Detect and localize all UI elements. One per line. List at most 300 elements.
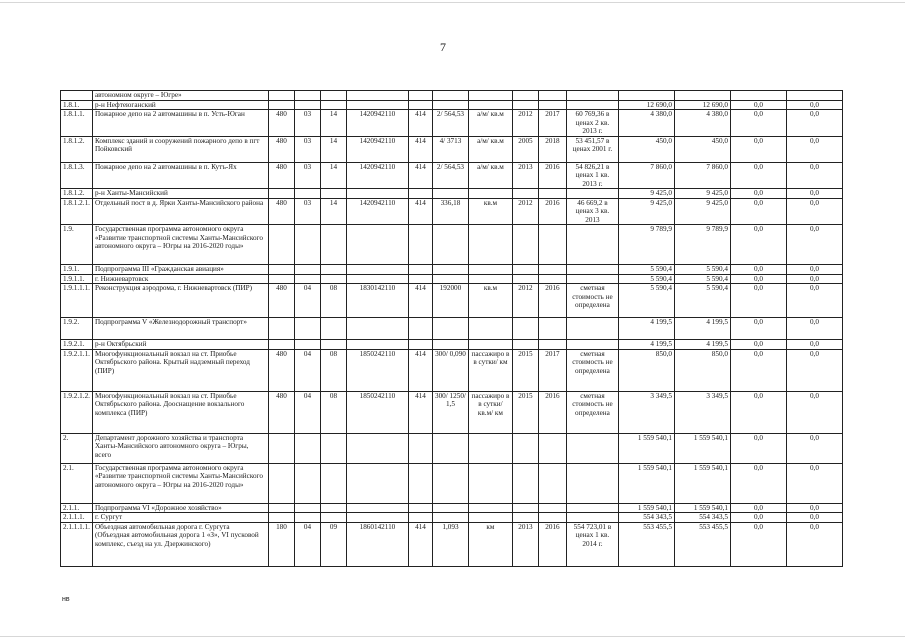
cell-d — [346, 91, 408, 101]
cell-f — [432, 225, 468, 265]
cell-y1 — [512, 318, 538, 340]
cell-f: 2/ 564,53 — [432, 162, 468, 189]
cell-y2: 2016 — [538, 391, 566, 433]
cell-d — [346, 274, 408, 284]
cell-code: 1.9.2.1.2. — [61, 391, 93, 433]
cell-y2: 2017 — [538, 349, 566, 391]
cell-code: 1.9.2. — [61, 318, 93, 340]
cell-a: 180 — [268, 522, 294, 566]
cell-e — [408, 274, 432, 284]
table-row — [61, 91, 843, 101]
cell-d — [346, 513, 408, 523]
cell-d — [346, 433, 408, 463]
cell-c: 14 — [320, 162, 346, 189]
cell-v2: 4 199,5 — [674, 340, 730, 350]
cell-v3 — [730, 91, 786, 101]
cell-d: 1850242110 — [346, 391, 408, 433]
cell-f — [432, 274, 468, 284]
cell-name: Многофункциональный вокзал на ст. Приобье Октябрьского района. Крытый надземный переход (ПИР) — [92, 349, 268, 391]
cell-d: 1420942110 — [346, 136, 408, 162]
cell-e — [408, 513, 432, 523]
cell-name: Государственная программа автономного округа «Развитие транспортной системы Ханты-Мансийского автономного округа – Югры на 2016-2020 годы» — [92, 463, 268, 503]
cell-y2 — [538, 225, 566, 265]
cell-name: Подпрограмма V «Железнодорожный транспорт» — [92, 318, 268, 340]
cell-c: 14 — [320, 136, 346, 162]
cell-v1: 3 349,5 — [618, 391, 674, 433]
cell-d — [346, 225, 408, 265]
cell-c — [320, 225, 346, 265]
cell-f: 1,093 — [432, 522, 468, 566]
cell-v2: 450,0 — [674, 136, 730, 162]
cell-a — [268, 513, 294, 523]
cell-a — [268, 274, 294, 284]
cell-v1: 9 425,0 — [618, 198, 674, 225]
cell-g: кв.м — [468, 198, 512, 225]
cell-y1 — [512, 265, 538, 275]
cell-v1: 4 199,5 — [618, 340, 674, 350]
cell-cost — [566, 100, 618, 110]
cell-code: 1.9.1.1. — [61, 274, 93, 284]
cell-y1: 2012 — [512, 198, 538, 225]
cell-a: 480 — [268, 284, 294, 318]
cell-v4: 0,0 — [786, 522, 842, 566]
cell-code: 2.1. — [61, 463, 93, 503]
cell-f — [432, 318, 468, 340]
cell-g — [468, 513, 512, 523]
cell-name: Пожарное депо на 2 автомашины в п. Кутъ-Ях — [92, 162, 268, 189]
cell-v4: 0,0 — [786, 198, 842, 225]
table-row — [61, 225, 843, 265]
cell-cost — [566, 91, 618, 101]
cell-code: 1.9.1. — [61, 265, 93, 275]
cell-y2: 2018 — [538, 136, 566, 162]
cell-code: 1.9.2.1. — [61, 340, 93, 350]
cell-e: 414 — [408, 391, 432, 433]
cell-v2: 850,0 — [674, 349, 730, 391]
cell-v2: 5 590,4 — [674, 284, 730, 318]
cell-b: 04 — [294, 522, 320, 566]
cell-y2: 2016 — [538, 522, 566, 566]
cell-cost: сметная стоимость не определена — [566, 284, 618, 318]
cell-v3: 0,0 — [730, 136, 786, 162]
cell-v3: 0,0 — [730, 391, 786, 433]
cell-v2: 3 349,5 — [674, 391, 730, 433]
cell-e: 414 — [408, 110, 432, 137]
cell-y2 — [538, 340, 566, 350]
cell-d — [346, 265, 408, 275]
cell-y2 — [538, 433, 566, 463]
cell-v1: 5 590,4 — [618, 284, 674, 318]
cell-code: 1.9.1.1.1. — [61, 284, 93, 318]
cell-y1 — [512, 513, 538, 523]
cell-v4: 0,0 — [786, 189, 842, 199]
cell-d: 1860142110 — [346, 522, 408, 566]
cell-f — [432, 503, 468, 513]
cell-v2: 1 559 540,1 — [674, 463, 730, 503]
cell-cost — [566, 340, 618, 350]
cell-e: 414 — [408, 136, 432, 162]
table-row — [61, 463, 843, 503]
cell-g: кв.м — [468, 284, 512, 318]
cell-y2 — [538, 265, 566, 275]
cell-v3: 0,0 — [730, 349, 786, 391]
table-row — [61, 162, 843, 189]
cell-v4: 0,0 — [786, 391, 842, 433]
cell-g — [468, 340, 512, 350]
cell-v2: 1 559 540,1 — [674, 503, 730, 513]
cell-code: 2.1.1. — [61, 503, 93, 513]
cell-v1: 4 380,0 — [618, 110, 674, 137]
cell-v1: 12 690,0 — [618, 100, 674, 110]
cell-name: Подпрограмма VI «Дорожное хозяйство» — [92, 503, 268, 513]
cell-v4: 0,0 — [786, 463, 842, 503]
cell-name: г. Сургут — [92, 513, 268, 523]
cell-v1: 4 199,5 — [618, 318, 674, 340]
cell-y2 — [538, 274, 566, 284]
scan-edge-bottom — [0, 636, 905, 637]
cell-d: 1850242110 — [346, 349, 408, 391]
cell-b — [294, 225, 320, 265]
cell-b — [294, 513, 320, 523]
cell-v3: 0,0 — [730, 265, 786, 275]
cell-f: 300/ 1250/ 1,5 — [432, 391, 468, 433]
cell-code: 1.9. — [61, 225, 93, 265]
cell-d — [346, 503, 408, 513]
cell-b — [294, 503, 320, 513]
cell-v3: 0,0 — [730, 274, 786, 284]
cell-v4: 0,0 — [786, 284, 842, 318]
cell-cost — [566, 503, 618, 513]
cell-b — [294, 274, 320, 284]
cell-v3: 0,0 — [730, 225, 786, 265]
cell-f — [432, 513, 468, 523]
cell-g: пассажиро в в сутки/ км — [468, 349, 512, 391]
table-row — [61, 340, 843, 350]
cell-y1 — [512, 91, 538, 101]
cell-v2: 12 690,0 — [674, 100, 730, 110]
cell-b — [294, 189, 320, 199]
cell-v3: 0,0 — [730, 189, 786, 199]
cell-c — [320, 513, 346, 523]
cell-b — [294, 340, 320, 350]
cell-code: 2.1.1.1. — [61, 513, 93, 523]
cell-g: пассажиро в в сутки/ кв.м/ км — [468, 391, 512, 433]
footer-note: нв — [62, 596, 70, 603]
cell-v2: 4 199,5 — [674, 318, 730, 340]
cell-code: 1.8.1. — [61, 100, 93, 110]
cell-a: 480 — [268, 162, 294, 189]
cell-cost — [566, 463, 618, 503]
cell-name: Объездная автомобильная дорога г. Сургута (Объездная автомобильная дорога 1 «З», VI пусковой комплекс, съезд на ул. Дзержинского) — [92, 522, 268, 566]
cell-name: Государственная программа автономного округа «Развитие транспортной системы Ханты-Мансийского автономного округа – Югры на 2016-2020 годы» — [92, 225, 268, 265]
cell-e: 414 — [408, 162, 432, 189]
cell-c — [320, 265, 346, 275]
cell-f — [432, 91, 468, 101]
cell-y1: 2012 — [512, 284, 538, 318]
cell-v3: 0,0 — [730, 110, 786, 137]
cell-g — [468, 189, 512, 199]
cell-cost — [566, 513, 618, 523]
table-row — [61, 391, 843, 433]
cell-e: 414 — [408, 198, 432, 225]
cell-a — [268, 340, 294, 350]
cell-name: р-н Ханты-Мансийский — [92, 189, 268, 199]
table-row — [61, 318, 843, 340]
cell-y1: 2012 — [512, 110, 538, 137]
table-row — [61, 284, 843, 318]
cell-v1: 554 343,5 — [618, 513, 674, 523]
cell-y1 — [512, 225, 538, 265]
cell-v4: 0,0 — [786, 162, 842, 189]
cell-d: 1420942110 — [346, 198, 408, 225]
cell-c — [320, 91, 346, 101]
cell-f — [432, 189, 468, 199]
cell-cost — [566, 189, 618, 199]
cell-y1 — [512, 274, 538, 284]
cell-y2 — [538, 189, 566, 199]
cell-g: а/м/ кв.м — [468, 110, 512, 137]
cell-y1: 2013 — [512, 522, 538, 566]
cell-c: 14 — [320, 110, 346, 137]
cell-v2: 5 590,4 — [674, 274, 730, 284]
table-row — [61, 265, 843, 275]
cell-v1: 9 789,9 — [618, 225, 674, 265]
cell-v4: 0,0 — [786, 100, 842, 110]
cell-code: 2. — [61, 433, 93, 463]
cell-a: 480 — [268, 349, 294, 391]
cell-g: а/м/ кв.м — [468, 162, 512, 189]
page-number: 7 — [440, 40, 446, 54]
table-row — [61, 198, 843, 225]
cell-v3: 0,0 — [730, 162, 786, 189]
cell-a: 480 — [268, 391, 294, 433]
cell-cost: 60 769,36 в ценах 2 кв. 2013 г. — [566, 110, 618, 137]
cell-a: 480 — [268, 110, 294, 137]
cell-cost: 53 451,57 в ценах 2001 г. — [566, 136, 618, 162]
cell-b — [294, 91, 320, 101]
cell-b: 03 — [294, 198, 320, 225]
cell-f: 300/ 0,090 — [432, 349, 468, 391]
cell-g — [468, 91, 512, 101]
cell-code: 2.1.1.1.1. — [61, 522, 93, 566]
cell-c: 14 — [320, 198, 346, 225]
cell-y1 — [512, 463, 538, 503]
cell-v4: 0,0 — [786, 513, 842, 523]
table-row — [61, 274, 843, 284]
cell-e — [408, 100, 432, 110]
cell-v3: 0,0 — [730, 318, 786, 340]
cell-v4: 0,0 — [786, 265, 842, 275]
cell-y1 — [512, 503, 538, 513]
cell-y1 — [512, 189, 538, 199]
cell-d: 1420942110 — [346, 110, 408, 137]
cell-e — [408, 340, 432, 350]
cell-d — [346, 340, 408, 350]
cell-a — [268, 91, 294, 101]
cell-c — [320, 318, 346, 340]
cell-d — [346, 318, 408, 340]
cell-g — [468, 100, 512, 110]
cell-v4 — [786, 91, 842, 101]
cell-g — [468, 433, 512, 463]
cell-e: 414 — [408, 284, 432, 318]
cell-v3: 0,0 — [730, 340, 786, 350]
cell-v4: 0,0 — [786, 503, 842, 513]
cell-v2: 9 789,9 — [674, 225, 730, 265]
budget-table — [60, 90, 843, 567]
cell-name: Отдельный пост в д. Ярки Ханты-Мансийского района — [92, 198, 268, 225]
cell-y2: 2016 — [538, 284, 566, 318]
cell-v3: 0,0 — [730, 100, 786, 110]
cell-e — [408, 225, 432, 265]
cell-cost — [566, 225, 618, 265]
cell-f — [432, 340, 468, 350]
cell-g — [468, 265, 512, 275]
cell-b — [294, 433, 320, 463]
cell-b: 03 — [294, 110, 320, 137]
table-row — [61, 503, 843, 513]
cell-f — [432, 433, 468, 463]
cell-c — [320, 189, 346, 199]
table-row — [61, 189, 843, 199]
table-row — [61, 522, 843, 566]
cell-b: 03 — [294, 162, 320, 189]
cell-g: а/м/ кв.м — [468, 136, 512, 162]
cell-e: 414 — [408, 349, 432, 391]
cell-name: Департамент дорожного хозяйства и транспорта Ханты-Мансийского автономного округа – Югры, всего — [92, 433, 268, 463]
cell-v3: 0,0 — [730, 284, 786, 318]
cell-b: 04 — [294, 349, 320, 391]
cell-v1: 553 455,5 — [618, 522, 674, 566]
cell-c — [320, 433, 346, 463]
table-row — [61, 100, 843, 110]
cell-v1: 1 559 540,1 — [618, 463, 674, 503]
cell-e — [408, 463, 432, 503]
cell-b — [294, 318, 320, 340]
cell-v2: 4 380,0 — [674, 110, 730, 137]
cell-name: р-н Октябрьский — [92, 340, 268, 350]
cell-f: 336,18 — [432, 198, 468, 225]
table-row — [61, 110, 843, 137]
cell-cost: 554 723,01 в ценах 1 кв. 2014 г. — [566, 522, 618, 566]
cell-d — [346, 189, 408, 199]
cell-y1: 2005 — [512, 136, 538, 162]
cell-v2: 553 455,5 — [674, 522, 730, 566]
cell-v3: 0,0 — [730, 463, 786, 503]
cell-a — [268, 100, 294, 110]
cell-code: 1.8.1.2. — [61, 189, 93, 199]
cell-c — [320, 100, 346, 110]
cell-v4: 0,0 — [786, 225, 842, 265]
cell-cost — [566, 433, 618, 463]
cell-code: 1.8.1.3. — [61, 162, 93, 189]
cell-code: 1.8.1.2.1. — [61, 198, 93, 225]
cell-e — [408, 91, 432, 101]
cell-b — [294, 463, 320, 503]
cell-name: Многофункциональный вокзал на ст. Приобье Октябрьского района. Дооснащение вокзального комплекса (ПИР) — [92, 391, 268, 433]
cell-e — [408, 265, 432, 275]
cell-name: Подпрограмма III «Гражданская авиация» — [92, 265, 268, 275]
table-row — [61, 513, 843, 523]
cell-f — [432, 463, 468, 503]
cell-cost — [566, 318, 618, 340]
cell-a — [268, 189, 294, 199]
cell-y2: 2017 — [538, 110, 566, 137]
cell-v1: 1 559 540,1 — [618, 433, 674, 463]
cell-c — [320, 503, 346, 513]
scan-edge-top — [0, 2, 905, 3]
cell-d: 1830142110 — [346, 284, 408, 318]
cell-cost: сметная стоимость не определена — [566, 391, 618, 433]
cell-c — [320, 463, 346, 503]
cell-v2: 5 590,4 — [674, 265, 730, 275]
cell-b: 04 — [294, 284, 320, 318]
cell-v3: 0,0 — [730, 513, 786, 523]
cell-cost — [566, 265, 618, 275]
cell-a — [268, 433, 294, 463]
cell-code: 1.8.1.1. — [61, 110, 93, 137]
cell-y2: 2016 — [538, 198, 566, 225]
cell-y2 — [538, 503, 566, 513]
cell-c — [320, 340, 346, 350]
cell-a — [268, 318, 294, 340]
table-row — [61, 136, 843, 162]
cell-g — [468, 274, 512, 284]
cell-a — [268, 265, 294, 275]
cell-cost: сметная стоимость не определена — [566, 349, 618, 391]
cell-a — [268, 503, 294, 513]
cell-y1 — [512, 340, 538, 350]
cell-e — [408, 433, 432, 463]
cell-a: 480 — [268, 136, 294, 162]
cell-f: 2/ 564,53 — [432, 110, 468, 137]
cell-c: 09 — [320, 522, 346, 566]
cell-v3: 0,0 — [730, 198, 786, 225]
cell-y2: 2016 — [538, 162, 566, 189]
cell-y2 — [538, 100, 566, 110]
cell-y1 — [512, 433, 538, 463]
cell-name: автономном округе – Югре» — [92, 91, 268, 101]
cell-f: 192000 — [432, 284, 468, 318]
cell-y1: 2013 — [512, 162, 538, 189]
cell-f — [432, 100, 468, 110]
cell-cost: 46 669,2 в ценах 3 кв. 2013 — [566, 198, 618, 225]
cell-y1: 2015 — [512, 349, 538, 391]
cell-v1: 7 860,0 — [618, 162, 674, 189]
cell-v3: 0,0 — [730, 433, 786, 463]
cell-e: 414 — [408, 522, 432, 566]
cell-v4: 0,0 — [786, 110, 842, 137]
cell-v2: 9 425,0 — [674, 189, 730, 199]
table-row — [61, 433, 843, 463]
cell-d — [346, 100, 408, 110]
cell-name: Пожарное депо на 2 автомашины в п. Усть-Юган — [92, 110, 268, 137]
cell-b: 03 — [294, 136, 320, 162]
cell-y2 — [538, 463, 566, 503]
table-row — [61, 349, 843, 391]
cell-b — [294, 265, 320, 275]
cell-code: 1.8.1.2. — [61, 136, 93, 162]
cell-v3: 0,0 — [730, 522, 786, 566]
cell-y2 — [538, 318, 566, 340]
cell-code — [61, 91, 93, 101]
cell-g — [468, 318, 512, 340]
cell-c: 08 — [320, 391, 346, 433]
cell-code: 1.9.2.1.1. — [61, 349, 93, 391]
cell-f: 4/ 3713 — [432, 136, 468, 162]
cell-name: Реконструкция аэродрома, г. Нижневартовск (ПИР) — [92, 284, 268, 318]
cell-v4: 0,0 — [786, 318, 842, 340]
